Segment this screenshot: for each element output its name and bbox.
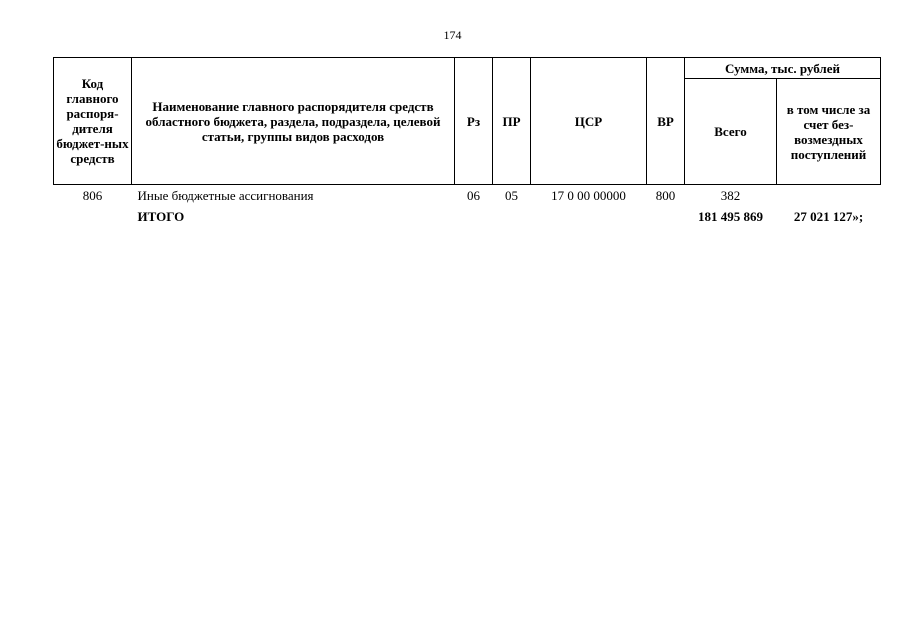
header-sum: Сумма, тыс. рублей — [685, 58, 881, 79]
table-row — [54, 185, 881, 207]
itogo-total: 181 495 869 — [698, 208, 763, 224]
header-name: Наименование главного распорядителя средств областного бюджета, раздела, подраздела, целевой статьи, группы видов расходов — [132, 58, 455, 185]
itogo-empty-vr — [647, 206, 685, 227]
itogo-empty-rz — [455, 206, 493, 227]
itogo-empty-code — [54, 206, 132, 227]
row-pr: 05 — [505, 187, 518, 203]
row-rz: 06 — [467, 187, 480, 203]
budget-table — [53, 57, 881, 227]
itogo-label: ИТОГО — [137, 208, 185, 224]
itogo-empty-csr — [531, 206, 647, 227]
row-csr: 17 0 00 00000 — [551, 187, 626, 203]
header-total: Всего — [685, 79, 777, 185]
page-number: 174 — [443, 28, 462, 42]
header-pr: ПР — [493, 58, 531, 185]
row-vr: 800 — [655, 187, 676, 203]
header-code: Код главного распоря-дителя бюджет-ных средств — [54, 58, 132, 185]
header-rz: Рз — [455, 58, 493, 185]
header-grants: в том числе за счет без-возмездных поступлений — [777, 79, 881, 185]
row-total: 382 — [720, 187, 741, 203]
row-code: 806 — [82, 187, 103, 203]
row-name: Иные бюджетные ассигнования — [137, 187, 314, 203]
header-csr: ЦСР — [531, 58, 647, 185]
itogo-grants: 27 021 127»; — [793, 208, 864, 224]
itogo-row — [54, 206, 881, 227]
row-grants — [777, 185, 881, 207]
header-vr: ВР — [647, 58, 685, 185]
header-row-top — [54, 58, 881, 79]
itogo-empty-pr — [493, 206, 531, 227]
